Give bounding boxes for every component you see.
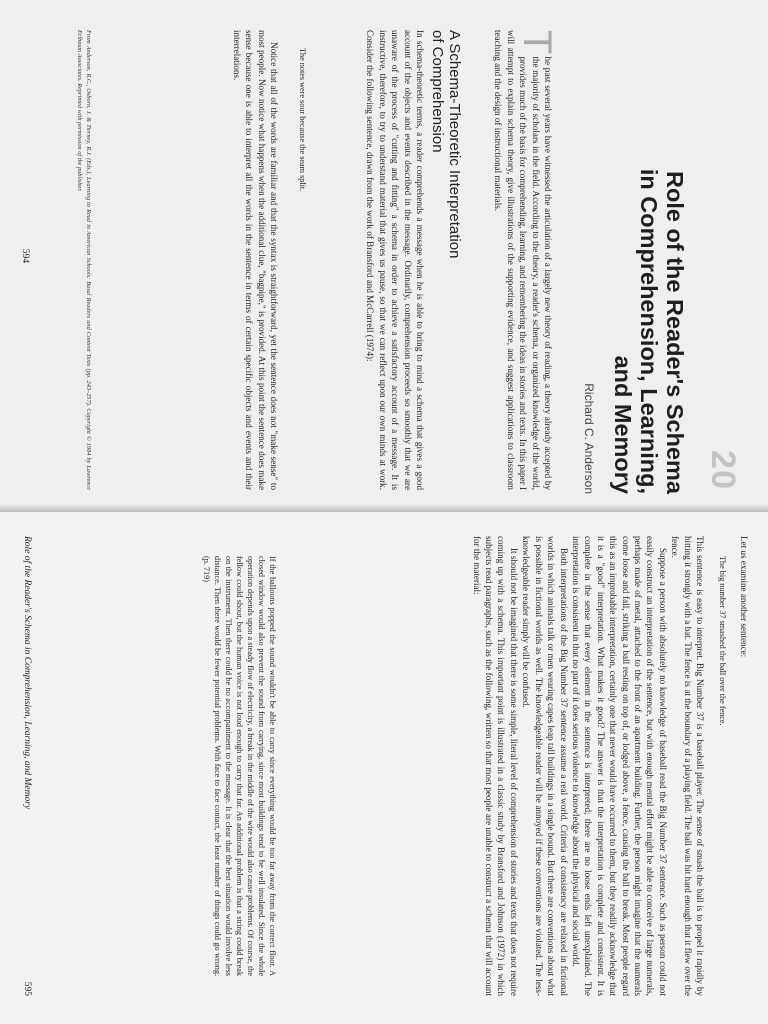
chapter-title [610,40,688,494]
running-head: Role of the Reader's Schema in Comprehension, Learning, and Memory [22,536,32,810]
right-block-quote: If the balloons popped the sound wouldn't be able to carry since everything would be too far away from the correct floor. A closed window would also prevent the sound from carrying, since most buildings tend to be well insulated. Since the whole operation depends upon a steady flow of electricity, a break in the middle of the wire would also cause problems. Of course, the fellow could shout, but the human voice is not loud enough to carry that far. An additional problem is that a string could break on the instrument. Then there could be no accompaniment to the message. It is clear that the best situation would involve less distance. Then there would be fewer potential problems. With face to face contact, the least number of things could go wrong. (p. 719) [202,556,277,976]
notice-paragraph [230,30,280,490]
right-paragraph-2: Suppose a person with absolutely no knowledge of baseball read the Big Number 37 sentence. Such as person could not easily construct an interpretation of the sentence, but with enough mental effort might be able to conceive of large numerals, perhaps made of metal, attached to the front of an apartment building. Further, the person might imagine that the numerals come loose and fall, striking a ball resting on top of, or lodged above, a fence, causing the ball to break. Most people regard this as an improbable interpretation, certainly one that never would have occurred to them, but they readily acknowledge that it is a "good" interpretation. What makes it good? The answer is that the interpretation is complete and consistent. It is complete in the sense that every element in the sentence is interpreted; there are no loose ends left unexplained. The interpretation is consistent in that no part of it does serious violence to knowledge about the physical and social world. [570,536,668,996]
author-name: Richard C. Anderson [582,383,596,494]
right-example-sentence: The big number 37 smashed the ball over the fence. [718,556,727,726]
intro-paragraph [492,30,559,490]
chapter-number: 20 [704,450,742,490]
right-intro-line: Let us examine another sentence: [739,536,749,658]
section-heading-line-1: A Schema-Theoretic Interpretation [446,30,463,259]
right-page [0,512,768,1024]
title-line-2: in Comprehension, Learning, [636,168,662,494]
section-paragraph [364,30,426,490]
section-heading [429,30,463,490]
section-paragraph-text: In schema-theoretic terms, a reader comprehends a message when he is able to bring to mind a schema that gives a good account of the objects and events described in the message. Ordinarily, comprehension proceeds so smoothly that we are unaware of the process of "cutting and fitting" a schema in order to achieve a satisfactory account of a message. It is instructive, therefore, to try to understand material that gives us pause, so that we can reflect upon our own minds at work. Consider the following sentence, drawn from the work of Bransford and McCarrell (1974): [365,30,425,490]
right-intro [738,536,750,996]
intro-text: he past several years have witnessed the articulation of a largely new theory of reading, a theory already accepted by the majority of scholars in the field. According to the theory, a reader's schema, or organized knowledge of the world, provides much of the basis for comprehending, learning, and remembering the ideas in stories and texts. In this paper I will attempt to explain schema theory, give illustrations of the supporting evidence, and suggest applications to classroom teaching and the design of instructional materials. [493,30,553,490]
notice-paragraph-text: Notice that all of the words are familiar and that the syntax is straightforward, yet the sentence does not "make sense" to most people. Now notice what happens when the additional clue, "bagpipe," is provided. At this point the sentence does make sense because one is able to interpret all the words in the sentence in terms of certain specific objects and events and their interrelations. [231,30,279,490]
right-body [470,536,706,996]
page-number-left: 594 [20,248,30,264]
right-paragraph-1: This sentence is easy to interpret. Big Number 37 is a baseball player. The sense of smash the ball is to propel it rapidly by hitting it strongly with a bat. The fence is at the boundary of a playing field. The ball was hit hard enough that it flew over the fence. [670,536,705,996]
title-line-3: and Memory [610,355,636,494]
footnote: From Anderson, R.C., Osborn, J. & Tierney, R.J. (Eds.), Learning to Read in American Schools: Basal Readers and Content Texts (pp. 243–257). Copyright © 1984 by Lawrence Erlbaum Associates. Reprinted with permission of the publisher. [76,30,92,490]
right-paragraph-3: Both interpretations of the Big Number 37 sentence assume a real world. Criteria of consistency are relaxed in fictional worlds in which animals talk or men wearing capes leap tall buildings in a single bound. But there are conventions about what is possible in fictional worlds as well. The knowledgeable reader will be annoyed if these conventions are violated. The less-knowledgeable reader simply will be confused. [521,536,569,996]
section-heading-line-2: of Comprehension [429,30,446,153]
page-number-right: 595 [22,981,32,996]
example-sentence: The notes were sour because the seam split. [298,48,307,192]
right-paragraph-4: It should not be imagined that there is some simple, literal level of comprehension of stories and texts that does not require coming up with a schema. This important point is illustrated in a classic study by Bransford and Johnson (1972) in which subjects read paragraphs, such as the following, written so that most people are unable to construct a schema that will account for the material: [471,536,519,996]
drop-cap: T [515,30,559,55]
title-line-1: Role of the Reader's Schema [662,171,688,494]
